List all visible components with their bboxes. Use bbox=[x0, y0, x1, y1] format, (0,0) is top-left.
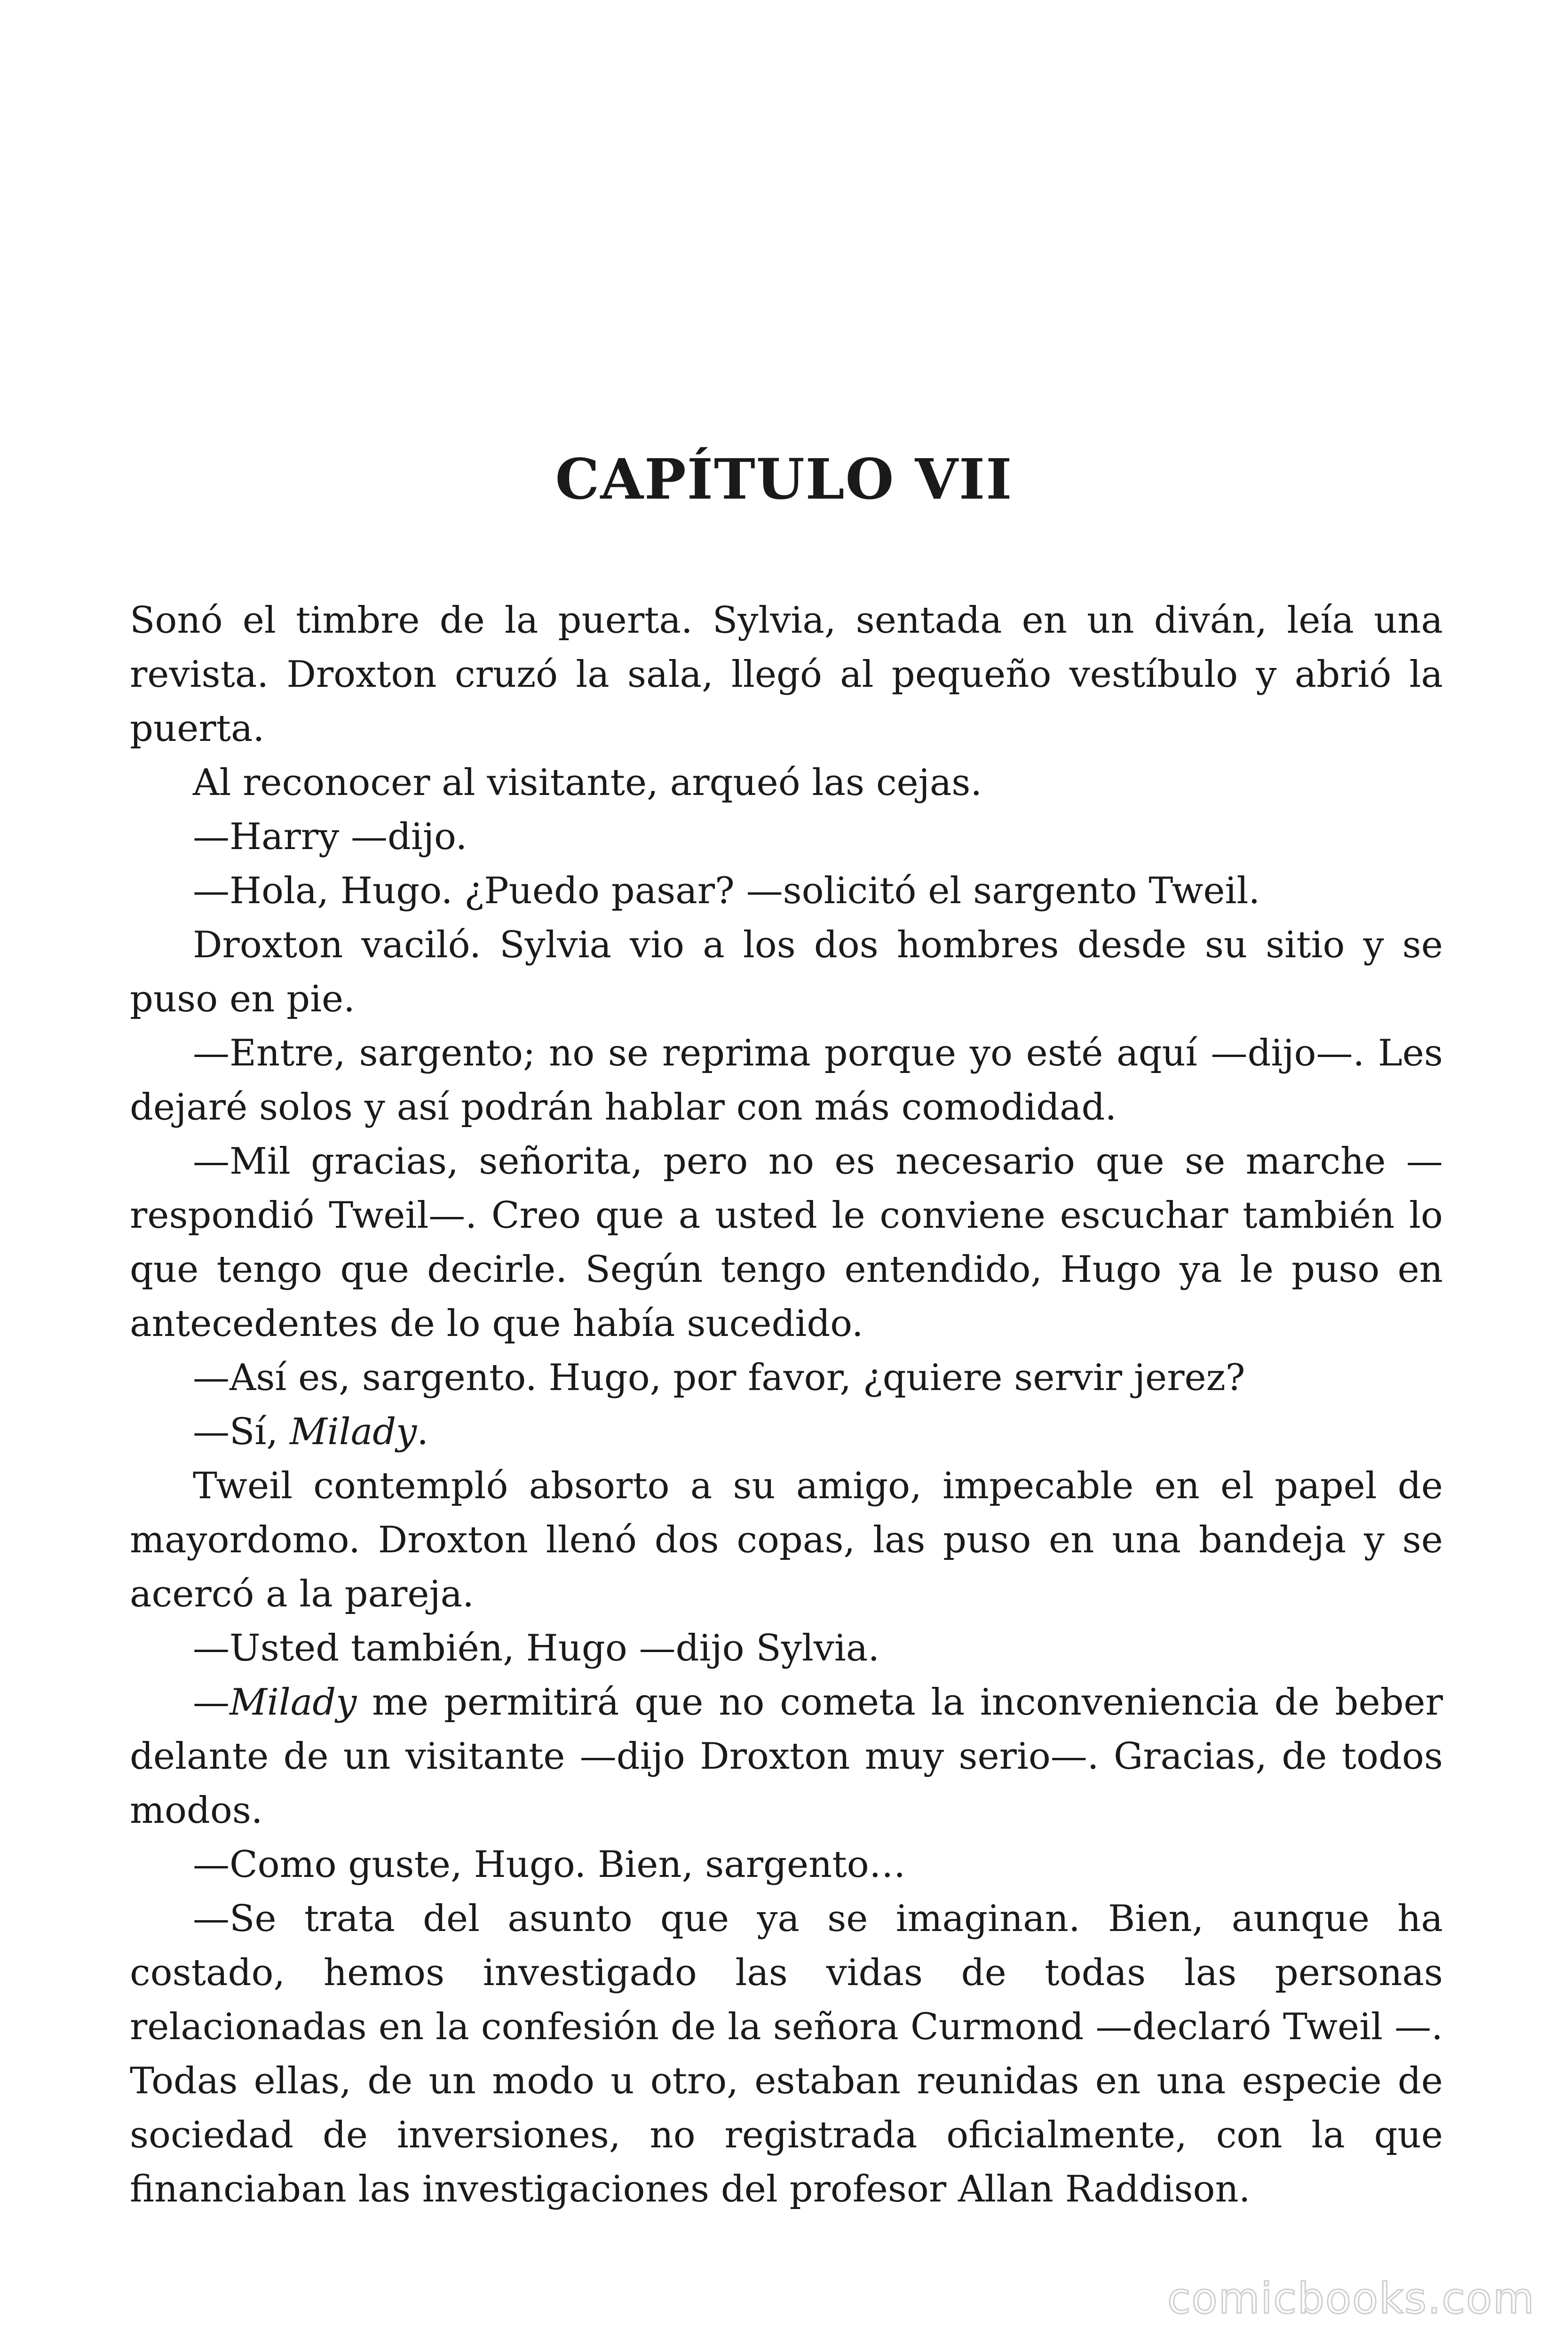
paragraph-text: —Harry —dijo. bbox=[193, 816, 467, 858]
paragraph bbox=[130, 864, 1443, 918]
paragraph bbox=[130, 810, 1443, 864]
watermark: comicbooks.com bbox=[1167, 2274, 1535, 2323]
paragraph bbox=[130, 1676, 1443, 1838]
paragraph bbox=[130, 756, 1443, 810]
paragraph bbox=[130, 1892, 1443, 2217]
paragraph-text: Tweil contempló absorto a su amigo, impecable en el papel de mayordomo. Droxton llenó dos copas, las puso en una bandeja y se acercó a la pareja. bbox=[130, 1465, 1443, 1615]
paragraph bbox=[130, 1838, 1443, 1892]
paragraph-text: Al reconocer al visitante, arqueó las cejas. bbox=[193, 762, 982, 804]
paragraph-text: —Sí, bbox=[193, 1411, 290, 1453]
paragraph-text: —Se trata del asunto que ya se imaginan. Bien, aunque ha costado, hemos investigado las vidas de todas las personas relacionadas en la confesión de la señora Curmond —declaró Tweil —. Todas ellas, de un modo u otro, estaban reunidas en una especie de sociedad de inversiones, no registrada oficialmente, con la que financiaban las investigaciones del profesor Allan Raddison. bbox=[130, 1898, 1443, 2210]
paragraph-text: —Mil gracias, señorita, pero no es necesario que se marche —respondió Tweil—. Creo que a usted le conviene escuchar también lo que tengo que decirle. Según tengo entendido, Hugo ya le puso en antecedentes de lo que había sucedido. bbox=[130, 1140, 1443, 1345]
paragraph-text: . bbox=[417, 1411, 429, 1453]
chapter-body bbox=[130, 594, 1443, 2217]
paragraph bbox=[130, 594, 1443, 756]
paragraph bbox=[130, 1026, 1443, 1135]
paragraph-text: —Entre, sargento; no se reprima porque yo esté aquí —dijo—. Les dejaré solos y así podrán hablar con más comodidad. bbox=[130, 1032, 1443, 1128]
paragraph bbox=[130, 918, 1443, 1026]
paragraph-text: me permitirá que no cometa la inconveniencia de beber delante de un visitante —dijo Droxton muy serio—. Gracias, de todos modos. bbox=[130, 1681, 1443, 1832]
chapter-title: CAPÍTULO VII bbox=[555, 446, 1013, 512]
italic-text: Milady bbox=[230, 1681, 357, 1724]
paragraph-text: Droxton vaciló. Sylvia vio a los dos hombres desde su sitio y se puso en pie. bbox=[130, 924, 1443, 1020]
paragraph bbox=[130, 1351, 1443, 1405]
paragraph-text: —Como guste, Hugo. Bien, sargento… bbox=[193, 1843, 906, 1886]
paragraph bbox=[130, 1135, 1443, 1351]
paragraph-text: —Usted también, Hugo —dijo Sylvia. bbox=[193, 1627, 880, 1669]
paragraph-text: —Hola, Hugo. ¿Puedo pasar? —solicitó el sargento Tweil. bbox=[193, 870, 1260, 912]
italic-text: Milady bbox=[289, 1411, 417, 1453]
paragraph bbox=[130, 1405, 1443, 1459]
paragraph bbox=[130, 1621, 1443, 1676]
paragraph-text: — bbox=[193, 1681, 230, 1724]
paragraph bbox=[130, 1459, 1443, 1621]
paragraph-text: —Así es, sargento. Hugo, por favor, ¿quiere servir jerez? bbox=[193, 1357, 1245, 1399]
paragraph-text: Sonó el timbre de la puerta. Sylvia, sentada en un diván, leía una revista. Droxton cruzó la sala, llegó al pequeño vestíbulo y abrió la puerta. bbox=[130, 599, 1443, 750]
